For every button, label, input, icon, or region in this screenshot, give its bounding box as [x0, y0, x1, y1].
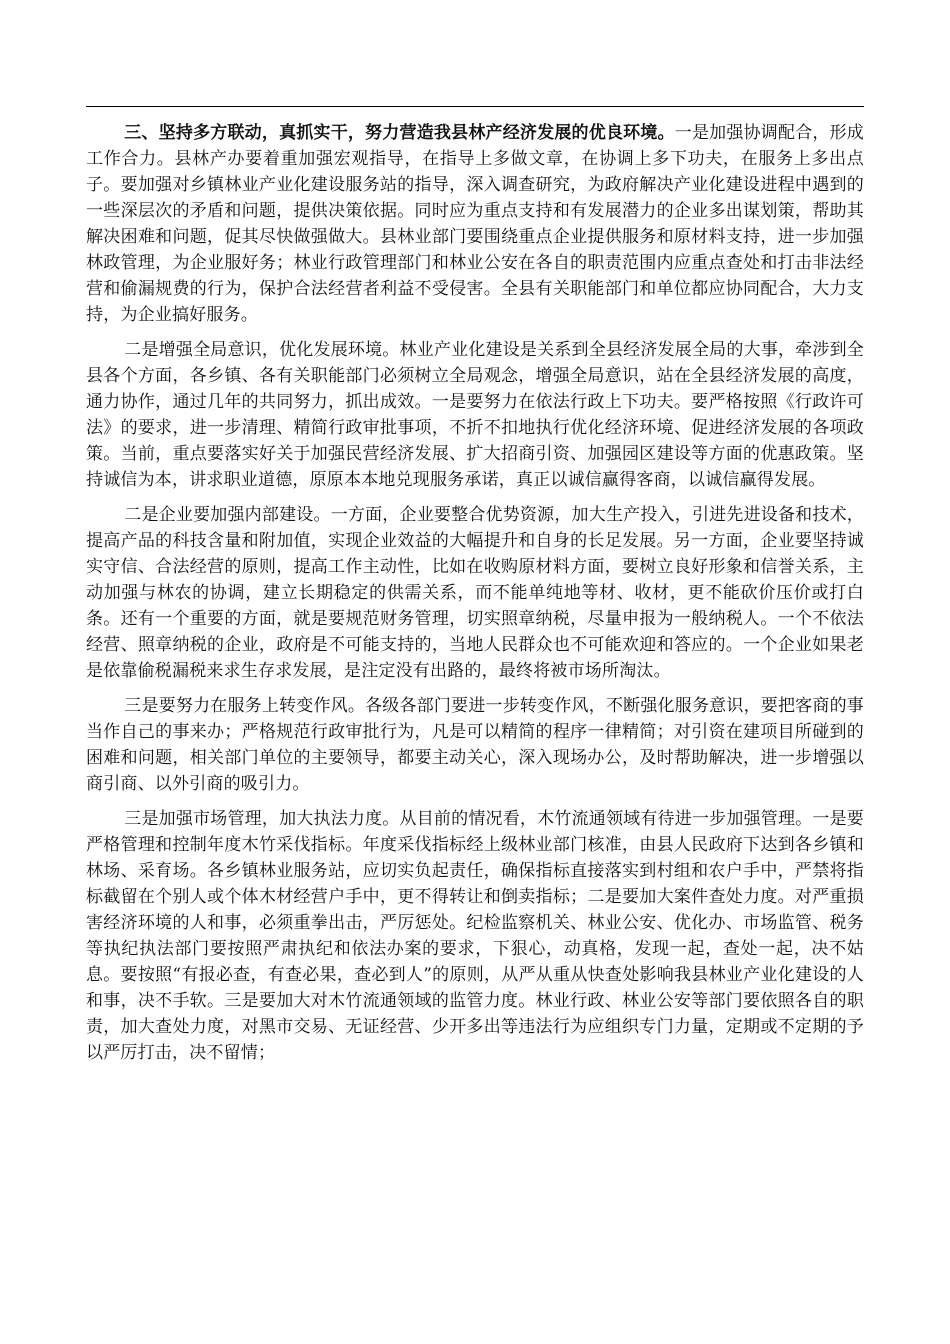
paragraph-4: [86, 693, 864, 797]
paragraph-2: [86, 337, 864, 493]
paragraph-3: [86, 502, 864, 684]
paragraph-text: 三是要努力在服务上转变作风。各级各部门要进一步转变作风，不断强化服务意识，要把客商的事当作自己的事来办；严格规范行政审批行为，凡是可以精简的程序一律精简；对引资在建项目所碰到的困难和问题，相关部门单位的主要领导，都要主动关心，深入现场办公，及时帮助解决，进一步增强以商引商、以外引商的吸引力。: [86, 696, 864, 794]
paragraph-1: [86, 120, 864, 328]
document-body: [86, 120, 864, 1075]
header-divider: [86, 106, 864, 107]
paragraph-text: 二是企业要加强内部建设。一方面，企业要整合优势资源，加大生产投入，引进先进设备和技术，提高产品的科技含量和附加值，实现企业效益的大幅提升和自身的长足发展。另一方面，企业要坚持诚实守信、合法经营的原则，提高工作主动性，比如在收购原材料方面，要树立良好形象和信誉关系，主动加强与林农的协调，建立长期稳定的供需关系，而不能单纯地等材、收材，更不能砍价压价或打白条。还有一个重要的方面，就是要规范财务管理，切实照章纳税，尽量申报为一般纳税人。一个不依法经营、照章纳税的企业，政府是不可能支持的，当地人民群众也不可能欢迎和答应的。一个企业如果老是依靠偷税漏税来求生存求发展，是注定没有出路的，最终将被市场所淘汰。: [86, 505, 864, 681]
paragraph-5: [86, 806, 864, 1066]
section-heading: 三、坚持多方联动，真抓实干，努力营造我县林产经济发展的优良环境。: [124, 123, 675, 143]
paragraph-text: 一是加强协调配合，形成工作合力。县林产办要着重加强宏观指导，在指导上多做文章，在协调上多下功夫，在服务上多出点子。要加强对乡镇林业产业化建设服务站的指导，深入调查研究，为政府解决产业化建设进程中遇到的一些深层次的矛盾和问题，提供决策依据。同时应为重点支持和有发展潜力的企业多出谋划策，帮助其解决困难和问题，促其尽快做强做大。县林业部门要围绕重点企业提供服务和原材料支持，进一步加强林政管理，为企业服好务；林业行政管理部门和林业公安在各自的职责范围内应重点查处和打击非法经营和偷漏规费的行为，保护合法经营者利益不受侵害。全县有关职能部门和单位都应协同配合，大力支持，为企业搞好服务。: [86, 123, 864, 325]
paragraph-text: 三是加强市场管理，加大执法力度。从目前的情况看，木竹流通领域有待进一步加强管理。一是要严格管理和控制年度木竹采伐指标。年度采伐指标经上级林业部门核准，由县人民政府下达到各乡镇和林场、采育场。各乡镇林业服务站，应切实负起责任，确保指标直接落实到村组和农户手中，严禁将指标截留在个别人或个体木材经营户手中，更不得转让和倒卖指标；二是要加大案件查处力度。对严重损害经济环境的人和事，必须重拳出击，严厉惩处。纪检监察机关、林业公安、优化办、市场监管、税务等执纪执法部门要按照严肃执纪和依法办案的要求，下狠心，动真格，发现一起，查处一起，决不姑息。要按照“有报必查，有查必果，查必到人”的原则，从严从重从快查处影响我县林业产业化建设的人和事，决不手软。三是要加大对木竹流通领域的监管力度。林业行政、林业公安等部门要依照各自的职责，加大查处力度，对黑市交易、无证经营、少开多出等违法行为应组织专门力量，定期或不定期的予以严厉打击，决不留情；: [86, 809, 864, 1063]
paragraph-text: 二是增强全局意识，优化发展环境。林业产业化建设是关系到全县经济发展全局的大事，牵涉到全县各个方面，各乡镇、各有关职能部门必须树立全局观念，增强全局意识，站在全县经济发展的高度，通力协作，通过几年的共同努力，抓出成效。一是要努力在依法行政上下功夫。要严格按照《行政许可法》的要求，进一步清理、精简行政审批事项，不折不扣地执行优化经济环境、促进经济发展的各项政策。当前，重点要落实好关于加强民营经济发展、扩大招商引资、加强园区建设等方面的优惠政策。坚持诚信为本，讲求职业道德，原原本本地兑现服务承诺，真正以诚信赢得客商，以诚信赢得发展。: [86, 340, 864, 490]
